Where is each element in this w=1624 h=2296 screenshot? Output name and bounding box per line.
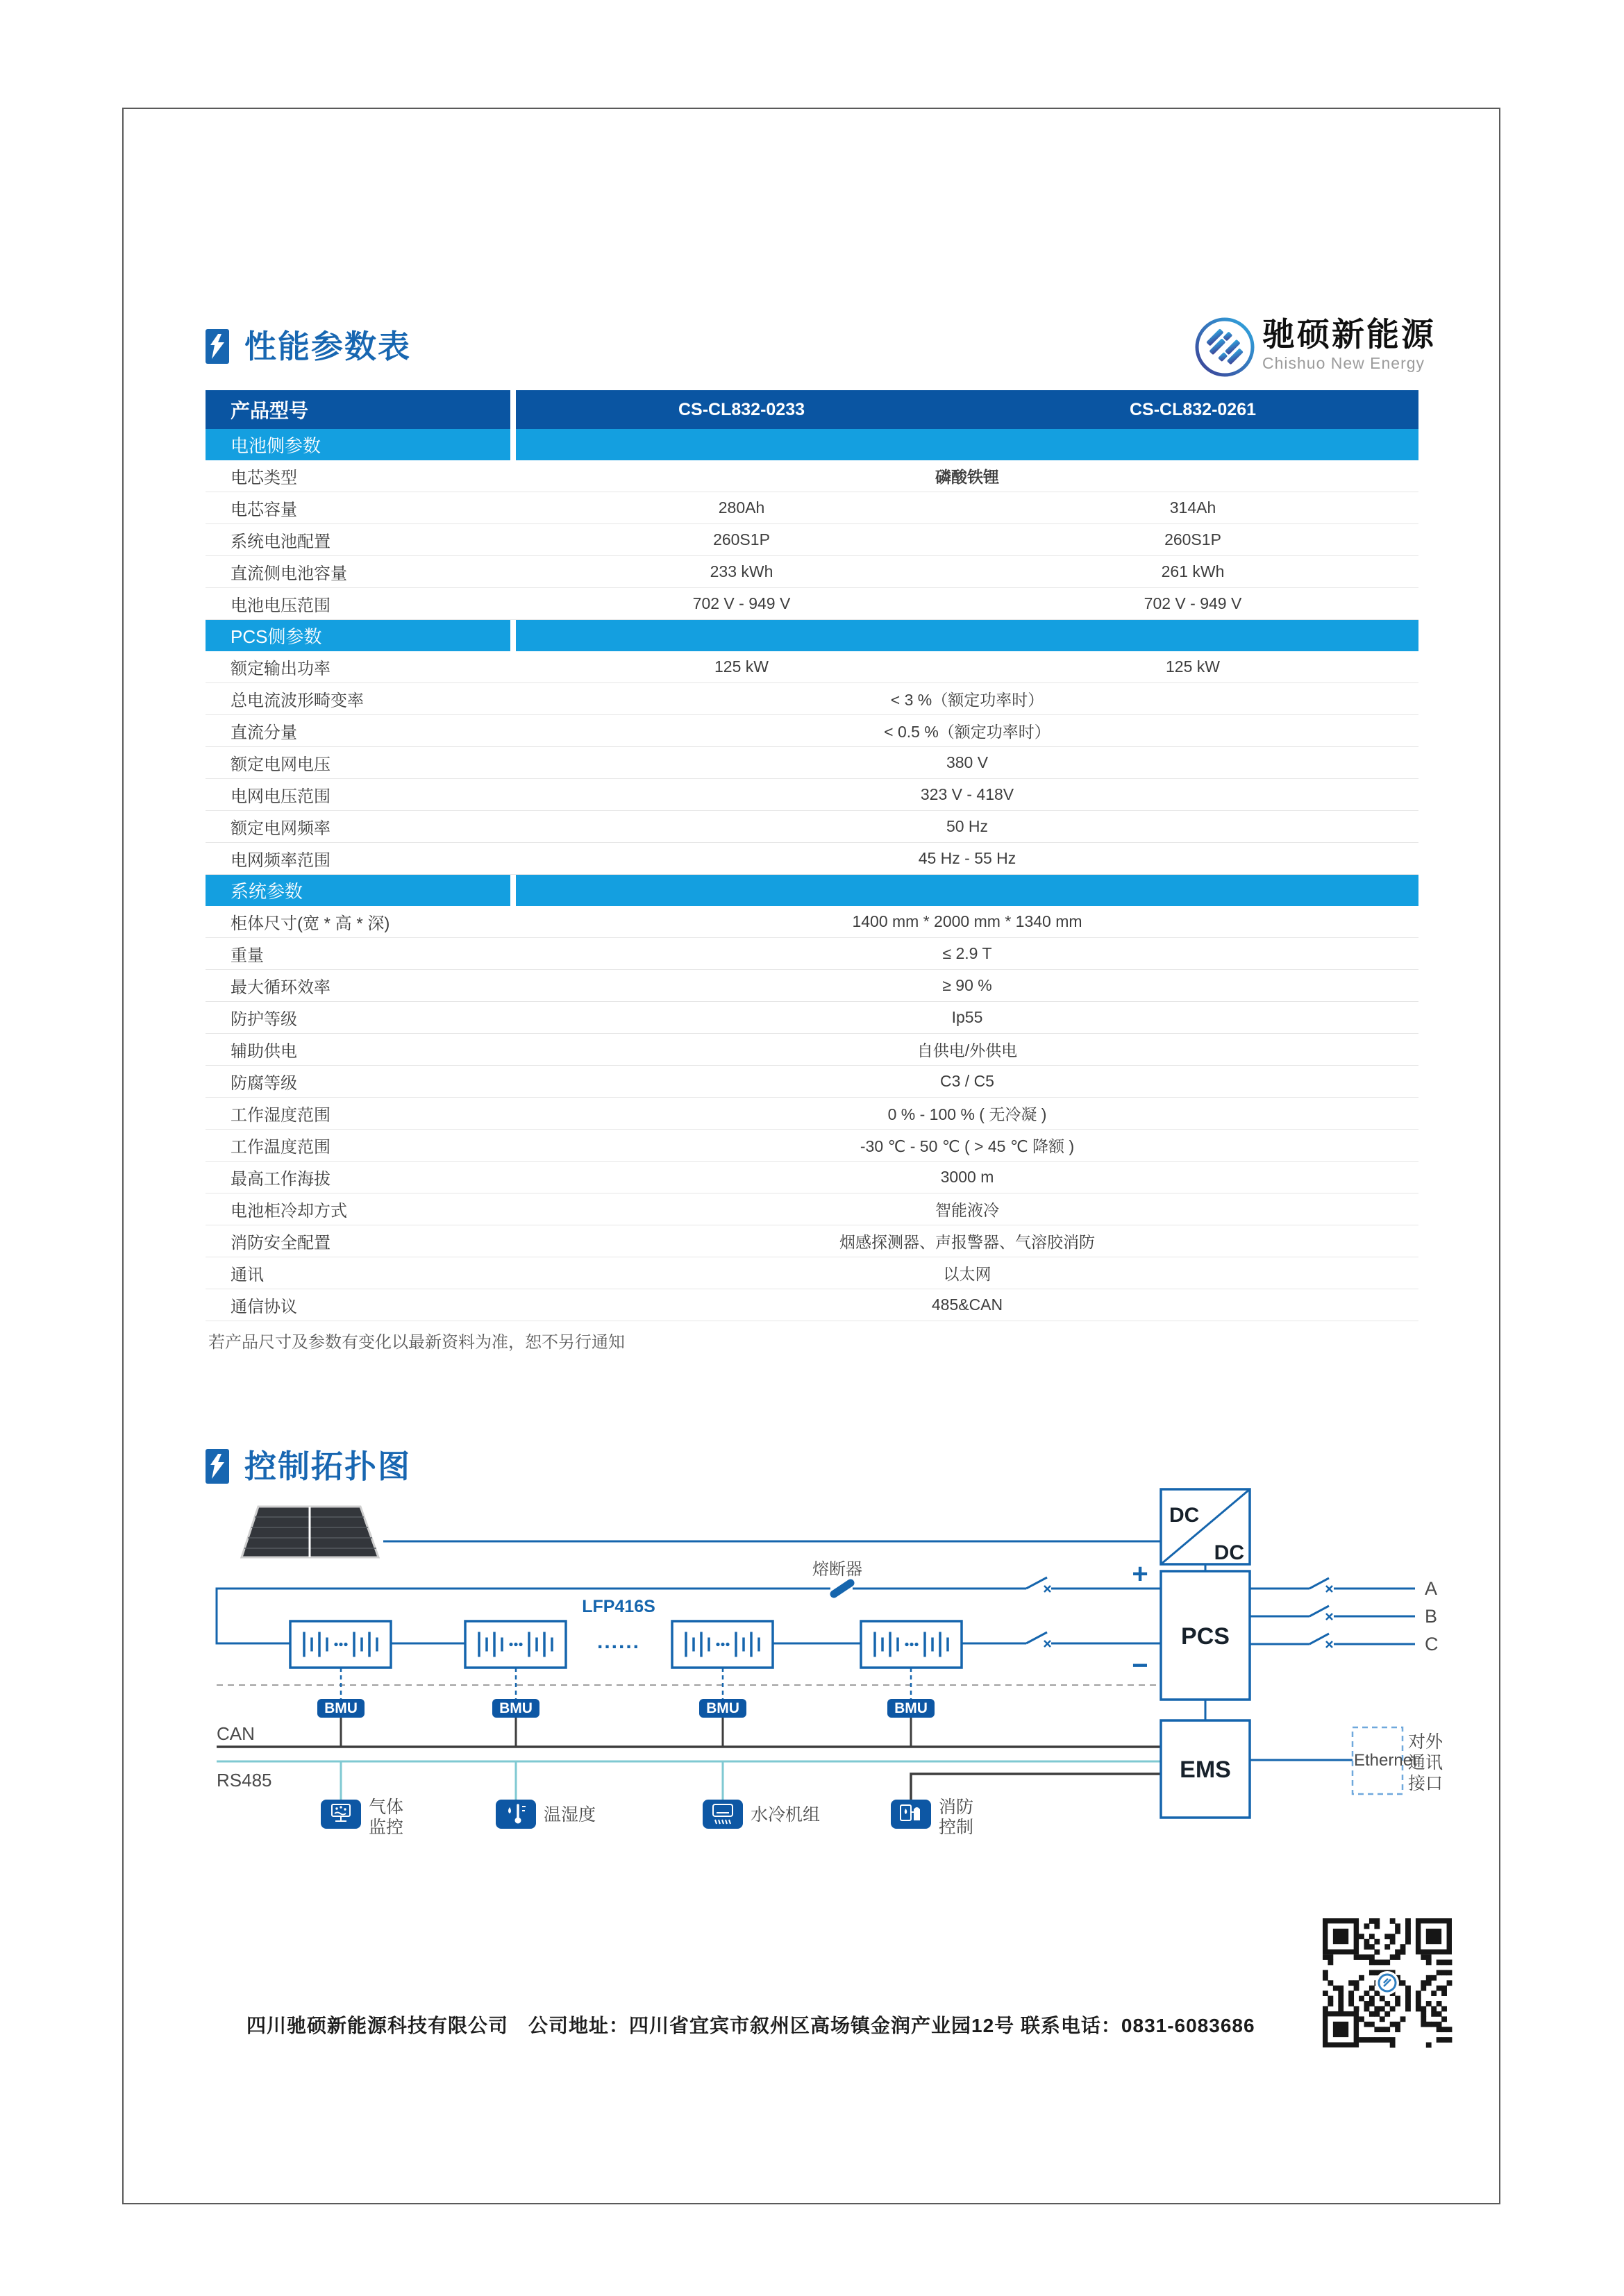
chiller-icon [703, 1800, 743, 1829]
table-row: 辅助供电 自供电/外供电 [206, 1034, 1418, 1066]
ethernet-label: Ethernet [1354, 1751, 1417, 1770]
dcdc-bottom-label: DC [1214, 1541, 1244, 1564]
table-row: 电芯类型 磷酸铁锂 [206, 460, 1418, 492]
table-row: 系统电池配置 260S1P 260S1P [206, 524, 1418, 556]
table-row: 电芯容量 280Ah 314Ah [206, 492, 1418, 524]
battery-module-box [861, 1621, 962, 1668]
fire-control-icon [891, 1800, 931, 1829]
bmu-box [887, 1699, 935, 1718]
dc-switch-icon [1026, 1577, 1050, 1592]
footer-company-info: 四川驰硕新能源科技有限公司 公司地址：四川省宜宾市叙州区高场镇金润产业园12号 联系电话：0831-6083686 [246, 2015, 1255, 2036]
ac-output-c [1250, 1634, 1439, 1654]
phase-c-label: C [1425, 1634, 1439, 1654]
sensor-label: 温湿度 [544, 1805, 596, 1825]
table-section-row: PCS侧参数 [206, 620, 1418, 651]
ems-label: EMS [1180, 1757, 1231, 1783]
external-port-label: 通讯 [1408, 1753, 1443, 1773]
table-row: 防护等级 Ip55 [206, 1002, 1418, 1034]
thermo-hygro-icon [496, 1800, 536, 1829]
sensor-label: 控制 [939, 1818, 974, 1837]
bmu-box [699, 1699, 746, 1718]
string-model-label: LFP416S [582, 1597, 655, 1616]
table-row: 通讯 以太网 [206, 1257, 1418, 1289]
table-row: 电网频率范围 45 Hz - 55 Hz [206, 843, 1418, 875]
pcs-label: PCS [1181, 1623, 1230, 1650]
pcs-box [1161, 1571, 1250, 1700]
table-note: 若产品尺寸及参数有变化以最新资料为准，恕不另行通知 [208, 1333, 625, 1352]
battery-module-box [672, 1621, 773, 1668]
dcdc-top-label: DC [1169, 1504, 1200, 1527]
svg-text:BMU: BMU [324, 1700, 358, 1716]
table-row: 最高工作海拔 3000 m [206, 1162, 1418, 1193]
ac-output-a [1250, 1578, 1437, 1599]
battery-module-box [290, 1621, 391, 1668]
string-ellipsis: ...... [596, 1630, 641, 1653]
svg-text:BMU: BMU [894, 1700, 928, 1716]
can-bus-label: CAN [217, 1723, 255, 1744]
table-row: 电池柜冷却方式 智能液冷 [206, 1193, 1418, 1225]
table-section-row: 电池侧参数 [206, 429, 1418, 460]
phase-b-label: B [1425, 1606, 1438, 1627]
dc-switch-icon [1026, 1632, 1050, 1647]
external-port-label: 对外 [1408, 1732, 1443, 1752]
topology-title: 控制拓扑图 [244, 1448, 411, 1484]
table-row: 额定电网电压 380 V [206, 747, 1418, 779]
dcdc-converter-box [1161, 1489, 1250, 1564]
sensor-label: 监控 [369, 1818, 404, 1837]
table-row: 消防安全配置 烟感探测器、声报警器、气溶胶消防 [206, 1225, 1418, 1257]
table-row: 电池电压范围 702 V - 949 V 702 V - 949 V [206, 588, 1418, 620]
rs485-bus-label: RS485 [217, 1770, 272, 1791]
svg-text:BMU: BMU [706, 1700, 739, 1716]
table-section-row: 系统参数 [206, 875, 1418, 906]
fuse-icon [834, 1583, 851, 1594]
page-title: 性能参数表 [244, 328, 411, 364]
fire-control-line [911, 1774, 1161, 1800]
qr-code [1323, 1918, 1452, 2047]
minus-label: − [1132, 1650, 1148, 1681]
sensor-label: 气体 [369, 1798, 404, 1817]
external-port-label: 接口 [1408, 1774, 1443, 1793]
table-row: 工作温度范围 -30 ℃ - 50 ℃ ( > 45 ℃ 降额 ) [206, 1130, 1418, 1162]
phase-a-label: A [1425, 1578, 1438, 1599]
table-row: 直流分量 < 0.5 %（额定功率时） [206, 715, 1418, 747]
bmu-box [317, 1699, 365, 1718]
sensor-label: 水冷机组 [751, 1805, 821, 1825]
table-row: 防腐等级 C3 / C5 [206, 1066, 1418, 1098]
table-row: 柜体尺寸(宽 * 高 * 深) 1400 mm * 2000 mm * 1340 mm [206, 906, 1418, 938]
ems-box [1161, 1720, 1250, 1818]
table-header-row: 产品型号 CS-CL832-0233 CS-CL832-0261 [206, 390, 1418, 429]
table-row: 通信协议 485&CAN [206, 1289, 1418, 1321]
bmu-box [492, 1699, 539, 1718]
table-row: 额定电网频率 50 Hz [206, 811, 1418, 843]
sensor-label: 消防 [939, 1798, 974, 1817]
ac-output-b [1250, 1606, 1437, 1627]
table-row: 最大循环效率 ≥ 90 % [206, 970, 1418, 1002]
table-row: 电网电压范围 323 V - 418V [206, 779, 1418, 811]
gas-monitor-icon [321, 1800, 361, 1829]
pv-panel-icon [242, 1507, 378, 1557]
table-row: 重量 ≤ 2.9 T [206, 938, 1418, 970]
plus-label: + [1132, 1559, 1148, 1589]
table-row: 额定输出功率 125 kW 125 kW [206, 651, 1418, 683]
table-row: 总电流波形畸变率 < 3 %（额定功率时） [206, 683, 1418, 715]
table-row: 直流侧电池容量 233 kWh 261 kWh [206, 556, 1418, 588]
logo-en-name: Chishuo New Energy [1262, 354, 1425, 372]
logo-cn-name: 驰硕新能源 [1262, 316, 1436, 353]
table-row: 工作湿度范围 0 % - 100 % ( 无冷凝 ) [206, 1098, 1418, 1130]
fuse-label: 熔断器 [812, 1560, 862, 1579]
battery-module-box [465, 1621, 566, 1668]
svg-text:BMU: BMU [499, 1700, 533, 1716]
